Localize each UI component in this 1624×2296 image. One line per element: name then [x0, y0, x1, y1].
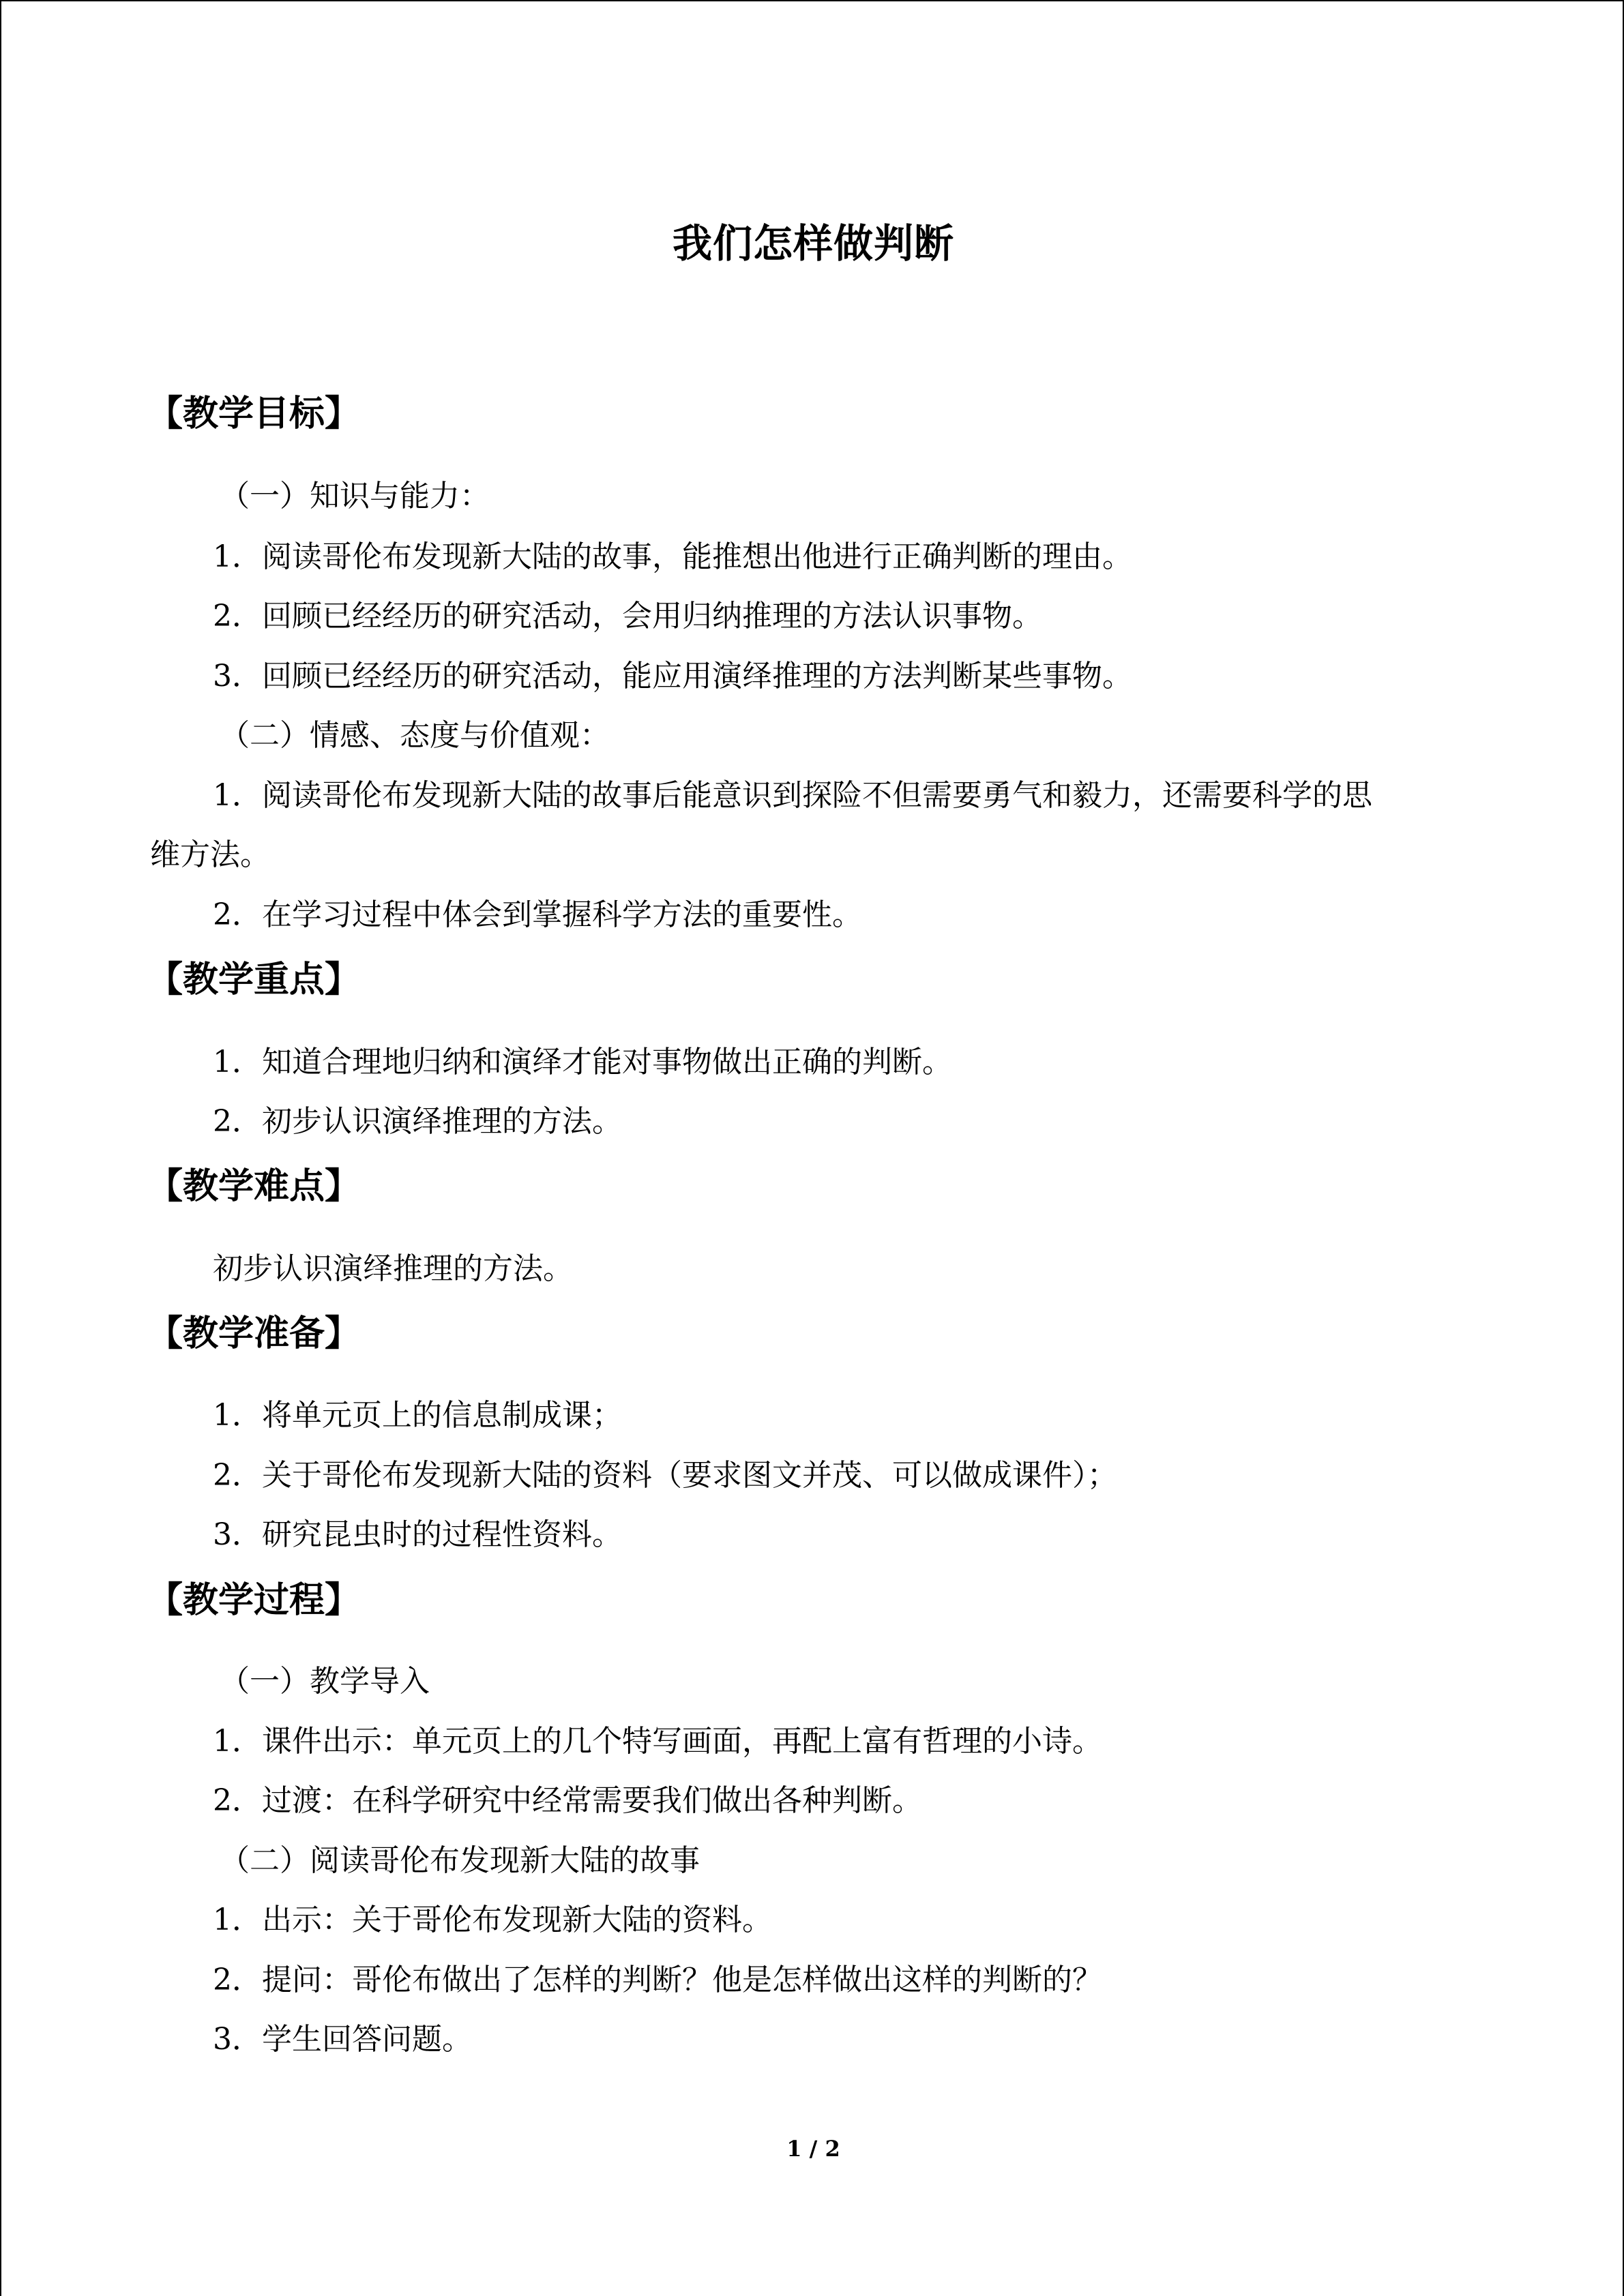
- key-points-line: 1．知道合理地归纳和演绎才能对事物做出正确的判断。: [213, 1045, 952, 1079]
- process-line: 1．课件出示：单元页上的几个特写画面，再配上富有哲理的小诗。: [213, 1724, 1102, 1759]
- process-line: 2．提问：哥伦布做出了怎样的判断？他是怎样做出这样的判断的？: [213, 1963, 1102, 1997]
- goals-line: 3．回顾已经经历的研究活动，能应用演绎推理的方法判断某些事物。: [213, 659, 1132, 694]
- section-heading-preparation: 【教学准备】: [147, 1313, 361, 1354]
- section-heading-difficulties: 【教学难点】: [147, 1165, 361, 1207]
- process-line: （一）教学导入: [220, 1664, 430, 1699]
- page-number: 1 / 2: [786, 2136, 840, 2162]
- preparation-line: 3．研究昆虫时的过程性资料。: [213, 1517, 622, 1552]
- section-heading-goals: 【教学目标】: [147, 393, 361, 434]
- goals-line: 2．在学习过程中体会到掌握科学方法的重要性。: [213, 897, 862, 932]
- process-line: 1．出示：关于哥伦布发现新大陆的资料。: [213, 1903, 772, 1937]
- preparation-line: 2．关于哥伦布发现新大陆的资料（要求图文并茂、可以做成课件）；: [213, 1458, 1117, 1493]
- difficulties-line: 初步认识演绎推理的方法。: [213, 1251, 573, 1286]
- process-line: 2．过渡：在科学研究中经常需要我们做出各种判断。: [213, 1783, 922, 1818]
- preparation-line: 1．将单元页上的信息制成课；: [213, 1398, 622, 1433]
- process-line: 3．学生回答问题。: [213, 2022, 472, 2057]
- goals-line: 维方法。: [150, 837, 270, 872]
- process-line: （二）阅读哥伦布发现新大陆的故事: [220, 1843, 700, 1878]
- section-heading-key-points: 【教学重点】: [147, 959, 361, 1000]
- page-title: 我们怎样做判断: [672, 220, 954, 267]
- key-points-line: 2．初步认识演绎推理的方法。: [213, 1104, 622, 1139]
- goals-line: 1．阅读哥伦布发现新大陆的故事，能推想出他进行正确判断的理由。: [213, 539, 1132, 574]
- goals-line: （二）情感、态度与价值观：: [220, 718, 610, 753]
- goals-line: 1．阅读哥伦布发现新大陆的故事后能意识到探险不但需要勇气和毅力，还需要科学的思: [213, 778, 1372, 813]
- section-heading-process: 【教学过程】: [147, 1579, 361, 1621]
- goals-line: 2．回顾已经经历的研究活动，会用归纳推理的方法认识事物。: [213, 599, 1042, 633]
- goals-line: （一）知识与能力：: [220, 479, 490, 513]
